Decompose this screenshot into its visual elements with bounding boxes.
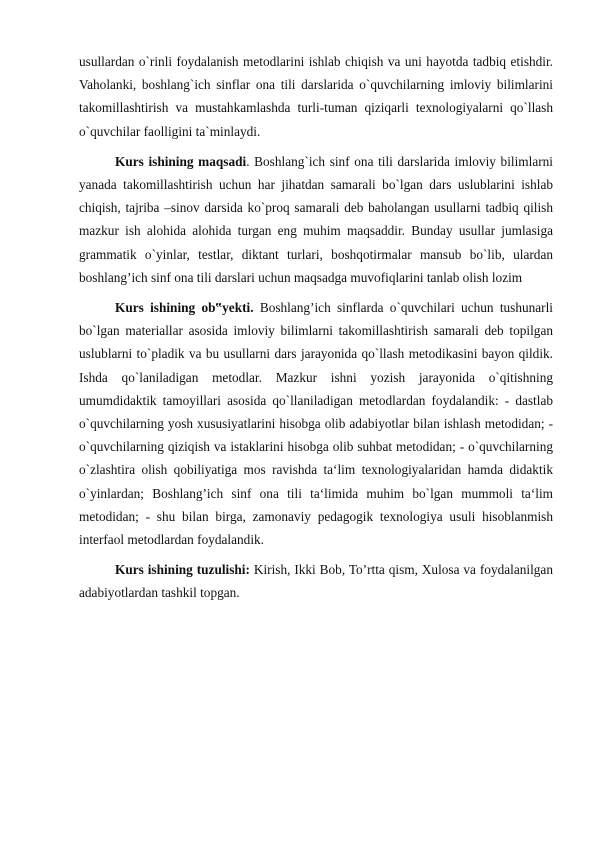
document-body: [79, 50, 553, 612]
paragraph-object: [79, 296, 553, 551]
paragraph-text: Boshlang’ich sinflarda o`quvchilari uchun tushunarli bo`lgan materiallar asosida imloviy bilimlarni takomillashtirish samarali deb topilgan uslublarni to`pladik va bu usullarni dars jarayonida qo`llash metodikasini bayon qildik. Ishda qo`laniladigan metodlar. Mazkur ishni yozish jarayonida o`qitishning umumdidaktik tamoyillari asosida qo`llaniladigan metodlardan foydalandik: - dastlab o`quvchilarning yosh xususiyatlarini hisobga olib adabiyotlar bilan ishlash metodidan; - o`quvchilarning qiziqish va istaklarini hisobga olib suhbat metodidan; - o`quvchilarning o`zlashtira olish qobiliyatiga mos ravishda ta‘lim texnologiyalaridan hamda didaktik o`yinlardan; Boshlang’ich sinf ona tili ta‘limida muhim bo`lgan mummoli ta‘lim metodidan; - shu bilan birga, zamonaviy pedagogik texnologiya usuli hisoblanmish interfaol metodlardan foydalandik.: [79, 300, 553, 548]
section-heading-structure: Kurs ishining tuzulishi:: [115, 562, 250, 578]
section-heading-object: Kurs ishining ob‟yekti.: [115, 300, 254, 316]
paragraph-text: usullardan o`rinli foydalanish metodlarini ishlab chiqish va uni hayotda tadbiq etishdir. Vaholanki, boshlang`ich sinflar ona tili darslarida o`quvchilarning imloviy bilimlarini takomillashtirish va mustahkamlashda turli-tuman qiziqarli texnologiyalarni qo`llash o`quvchilar faolligini ta`minlaydi.: [79, 54, 553, 139]
paragraph-goal: [79, 150, 553, 289]
paragraph-text: . Boshlang`ich sinf ona tili darslarida imloviy bilimlarni yanada takomillashtirish uchun har jihatdan samarali bo`lgan dars uslublarini ishlab chiqish, tajriba –sinov darsida ko`proq samarali deb baholangan usullarni tadbiq qilish mazkur ish alohida alohida turgan eng muhim maqsaddir. Bunday usullar jumlasiga grammatik o`yinlar, testlar, diktant turlari, boshqotirmalar mansub bo`lib, ulardan boshlang’ich sinf ona tili darslari uchun maqsadga muvofiqlarini tanlab olish lozim: [79, 153, 553, 285]
paragraph-intro-continuation: [79, 50, 553, 143]
paragraph-text: Kirish, Ikki Bob, To’rtta qism, Xulosa va foydalanilgan adabiyotlardan tashkil topgan.: [79, 562, 553, 601]
section-heading-goal: Kurs ishining maqsadi: [115, 153, 247, 169]
paragraph-structure: [79, 558, 553, 604]
